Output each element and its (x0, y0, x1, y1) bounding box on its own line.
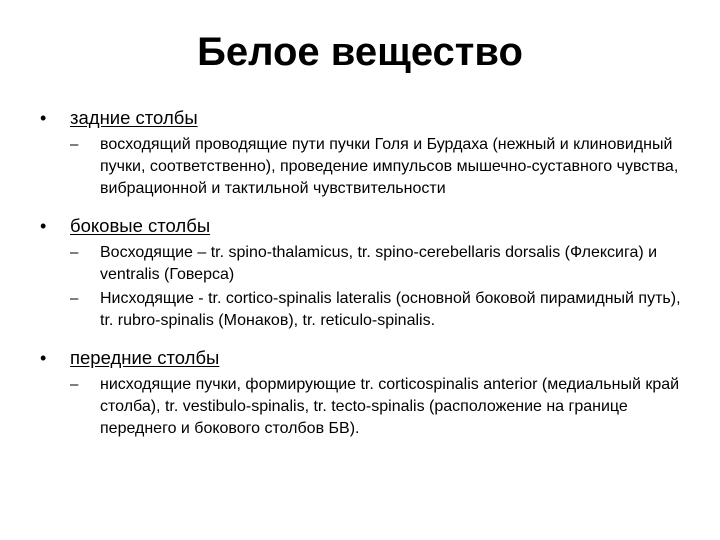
bullet-list (40, 106, 690, 454)
sub-list (70, 374, 690, 440)
sub-item (70, 374, 690, 440)
section-heading: передние столбы (70, 347, 220, 368)
sub-item (70, 288, 690, 332)
sub-list (70, 134, 690, 200)
sub-item (70, 242, 690, 286)
bullet-item (40, 346, 690, 370)
section-heading: задние столбы (70, 107, 198, 128)
sub-list (70, 242, 690, 332)
bullet-item (40, 106, 690, 130)
sub-item-text: Восходящие – tr. spino-thalamicus, tr. spino-cerebellaris dorsalis (Флексига) и ventralis (Говерса) (100, 244, 658, 283)
bullet-icon: • (40, 108, 47, 128)
sub-item-text: нисходящие пучки, формирующие tr. corticospinalis anterior (медиальный край столба), tr. vestibulo-spinalis, tr. tecto-spinalis (расположение на границе переднего и бокового столбов БВ). (100, 376, 680, 437)
bullet-item (40, 214, 690, 238)
dash-icon: – (70, 376, 79, 393)
sub-item-text: Нисходящие - tr. cortico-spinalis lateralis (основной боковой пирамидный путь), tr. rubro-spinalis (Монаков), tr. reticulo-spinalis. (100, 290, 681, 329)
section-posterior-columns (40, 106, 690, 200)
sub-item (70, 134, 690, 200)
dash-icon: – (70, 290, 79, 307)
section-lateral-columns (40, 214, 690, 332)
dash-icon: – (70, 136, 79, 153)
bullet-icon: • (40, 348, 47, 368)
page-title: Белое вещество (197, 30, 523, 74)
section-anterior-columns (40, 346, 690, 440)
sub-item-text: восходящий проводящие пути пучки Голя и Бурдаха (нежный и клиновидный пучки, соответственно), проведение импульсов мышечно-суставного чувства, вибрационной и тактильной чувствительности (100, 136, 679, 197)
section-heading: боковые столбы (70, 215, 211, 236)
bullet-icon: • (40, 216, 47, 236)
dash-icon: – (70, 244, 79, 261)
